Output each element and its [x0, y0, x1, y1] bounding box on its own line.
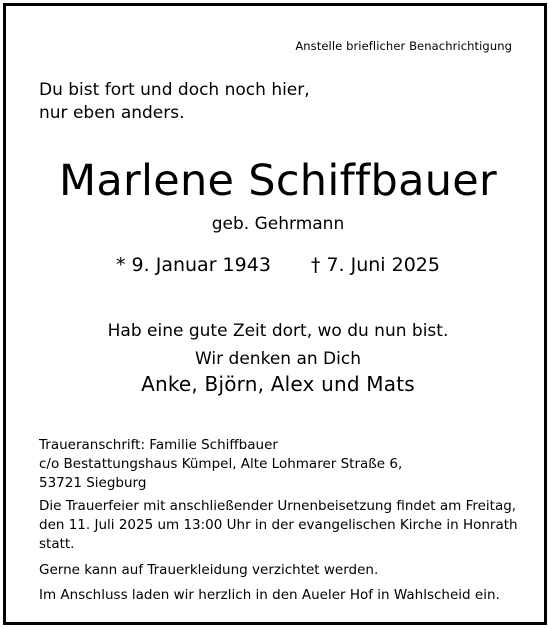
deceased-name: Marlene Schiffbauer [58, 156, 498, 206]
motto [39, 79, 310, 125]
clothing-note: Gerne kann auf Trauerkleidung verzichtet werden. [39, 562, 379, 578]
mourners: Anke, Björn, Alex und Mats [141, 372, 415, 396]
verse-line-2: Wir denken an Dich [195, 349, 361, 369]
life-dates [6, 254, 550, 276]
verse [6, 317, 550, 373]
motto-line-1: Du bist fort und doch noch hier, [39, 80, 310, 100]
invitation-note: Im Anschluss laden wir herzlich in den Aueler Hof in Wahlscheid ein. [39, 587, 500, 603]
address-line-1: Traueranschrift: Familie Schiffbauer [39, 437, 278, 453]
ceremony-paragraph [39, 497, 518, 554]
death-date: † 7. Juni 2025 [310, 254, 440, 276]
maiden-name: geb. Gehrmann [211, 214, 345, 234]
ceremony-line-1: Die Trauerfeier mit anschließender Urnenbeisetzung findet am Freitag, [39, 498, 517, 514]
verse-line-1: Hab eine gute Zeit dort, wo du nun bist. [107, 321, 449, 341]
motto-line-2: nur eben anders. [39, 103, 185, 123]
birth-date: * 9. Januar 1943 [116, 254, 271, 276]
obituary-frame [3, 3, 547, 625]
address-line-3: 53721 Siegburg [39, 475, 147, 491]
ceremony-line-2: den 11. Juli 2025 um 13:00 Uhr in der evangelischen Kirche in Honrath [39, 517, 518, 533]
mourning-address [39, 436, 402, 493]
ceremony-line-3: statt. [39, 536, 75, 552]
address-line-2: c/o Bestattungshaus Kümpel, Alte Lohmarer Straße 6, [39, 456, 403, 472]
notice-text: Anstelle brieflicher Benachrichtigung [295, 39, 512, 53]
